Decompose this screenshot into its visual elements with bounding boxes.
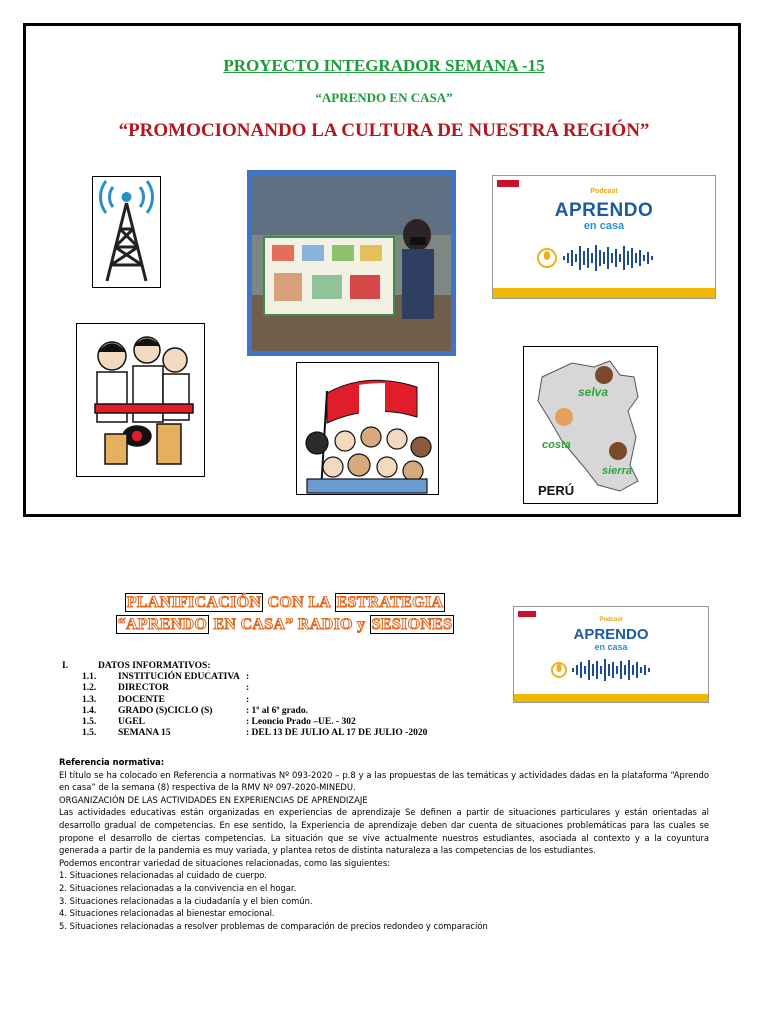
datos-row-num: 1.4. [82,705,97,716]
children-flag-cartoon-image [296,362,439,495]
datos-row-label: UGEL [118,717,145,728]
list-item: 4. Situaciones relacionadas al bienestar emocional. [59,908,275,919]
podcast-small-label: Podcast [599,617,623,623]
datos-row-label: DIRECTOR [118,683,170,694]
datos-heading-num: I. [62,661,69,671]
podcast-small-label: Podcast [590,188,618,195]
map-label-sierra: sierra [602,465,632,477]
datos-row-value: : 1º al 6º grado. [246,705,308,716]
list-item: 5. Situaciones relacionadas a resolver problemas de comparación de precios redondeo y comparación [59,920,488,931]
project-subtitle: “APRENDO EN CASA” [315,90,453,105]
banner-word-planificacion: PLANIFICACIÓN [126,594,262,611]
datos-row [62,683,427,694]
org-paragraph: Las actividades educativas están organizadas en experiencias de aprendizaje Se definen a partir de situaciones particulares y están orientadas al desarrollo gradual de competencias. En ese sentido, la Experiencia de aprendizaje deben dar cuenta de situaciones problemáticas para las cuales se propone el desarrollo de ciertas competencias. La situación que se vive actualmente nuestros estudiantes, asociada al contexto y a la coyuntura generada a partir de la pandemia es muy variada, y plantea retos de distinta naturaleza a las competencias de los estudiantes. [59,807,709,856]
ref-heading: Referencia normativa: [59,757,165,767]
project-title: PROYECTO INTEGRADOR SEMANA -15 [223,56,545,75]
planning-banner-line2 [90,616,480,634]
org-heading: ORGANIZACIÓN DE LAS ACTIVIDADES EN EXPERIENCIAS DE APRENDIZAJE [59,794,368,805]
datos-row-label: INSTITUCIÓN EDUCATIVA [118,672,240,683]
datos-row-value: : Leoncio Prado –UE. - 302 [246,717,356,728]
datos-row-num: 1.2. [82,683,97,694]
podcast-brand: APRENDO [573,626,649,643]
banner-word-sesiones: SESIONES [371,616,453,633]
podcast-card-top [492,175,716,299]
datos-heading-label: DATOS INFORMATIVOS: [98,661,211,671]
peru-regions-map-image [523,346,658,504]
datos-row-num: 1.5. [82,717,97,728]
list-item: 3. Situaciones relacionadas a la ciudadanía y el bien común. [59,895,313,906]
datos-informativos [62,661,427,739]
datos-row-num: 1.3. [82,694,97,705]
datos-row [62,717,427,728]
student-photo [247,170,456,356]
datos-row-value: : DEL 13 DE JULIO AL 17 DE JULIO -2020 [246,728,428,739]
audio-wave-icon [537,240,677,276]
datos-row-value: : [246,683,250,694]
list-item: 1. Situaciones relacionadas al cuidado de cuerpo. [59,870,267,881]
banner-word-encasa: EN CASA” RADIO y [209,616,370,633]
banner-word-estrategia: ESTRATEGIA [336,594,444,611]
list-item: 2. Situaciones relacionadas a la convivencia en el hogar. [59,882,297,893]
datos-row-label: DOCENTE [118,694,165,705]
ministry-logo-icon [497,180,519,187]
project-headline: “PROMOCIONANDO LA CULTURA DE NUESTRA REGIÓN” [118,120,650,141]
datos-row [62,728,427,739]
banner-word-aprendo: “APRENDO [117,616,208,633]
datos-row [62,706,427,717]
ref-paragraph: El título se ha colocado en Referencia a normativas Nº 093-2020 – p.8 y a las propuestas de las temáticas y actividades dadas en la plataforma “Aprendo en casa” de la semana (8) respectiva de la RMV Nº 097-2020-MINEDU. [59,769,709,793]
map-label-selva: selva [578,385,609,399]
datos-row-label: SEMANA 15 [118,728,171,739]
podcast-brand: APRENDO [554,200,654,221]
datos-row-num: 1.5. [82,728,97,739]
datos-row-value: : [246,694,250,705]
datos-row [62,695,427,706]
datos-row-value: : [246,672,250,683]
datos-heading [62,661,427,672]
audio-wave-icon [550,656,670,684]
body-text [59,756,709,932]
podcast-card-bottom [513,606,709,703]
list-intro: Podemos encontrar variedad de situaciones relacionadas, como las siguientes: [59,857,391,868]
map-label-country: PERÚ [538,483,575,498]
planning-banner-line1 [90,594,480,612]
datos-row-label: GRADO (S)CICLO (S) [118,705,213,716]
datos-row-num: 1.1. [82,672,97,683]
banner-word-conla: CON LA [263,594,335,611]
radio-tower-icon [93,177,160,287]
podcast-sub: en casa [594,642,628,652]
datos-row [62,672,427,683]
map-label-costa: costa [542,439,571,451]
podcast-sub: en casa [583,220,625,232]
radio-tower-image [92,176,161,288]
musicians-cartoon-image [76,323,205,477]
